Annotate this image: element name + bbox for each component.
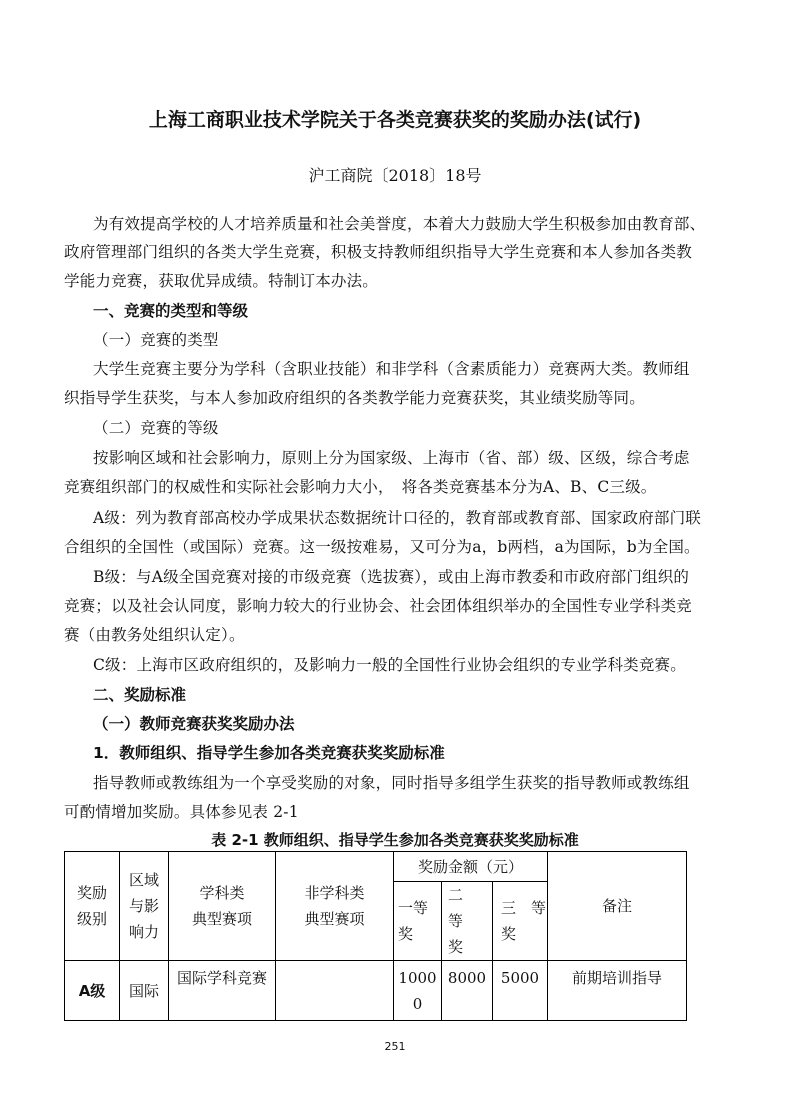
sub1-text-line-1: 大学生竞赛主要分为学科（含职业技能）和非学科（含素质能力）竞赛两大类。教师组 <box>93 360 690 378</box>
sub2-text-line-1: 按影响区域和社会影响力，原则上分为国家级、上海市（省、部）级、区级，综合考虑 <box>93 449 690 467</box>
section-2-heading: 二、奖励标准 <box>93 686 187 704</box>
header-second-prize: 二 等 奖 <box>442 882 493 961</box>
item1-text-line-1: 指导教师或教练组为一个享受奖励的对象，同时指导多组学生获奖的指导教师或教练组 <box>93 774 690 792</box>
header-subject: 学科类 典型赛项 <box>169 852 276 961</box>
document-number: 沪工商院〔2018〕18号 <box>308 166 482 185</box>
level-b-line-1: B级：与A级全国竞赛对接的市级竞赛（选拔赛），或由上海市教委和市政府部门组织的 <box>93 568 690 586</box>
header-first-prize: 一等 奖 <box>394 882 442 961</box>
reward-table <box>64 851 687 1021</box>
section-1-sub2: （二）竞赛的等级 <box>93 419 219 437</box>
header-amount: 奖励金额（元） <box>394 852 548 882</box>
level-a-line-2: 合组织的全国性（或国际）竞赛。这一级按难易，又可分为a，b两档，a为国际，b为全国。 <box>64 538 700 556</box>
intro-line-2: 政府管理部门组织的各类大学生竞赛，积极支持教师组织指导大学生竞赛和本人参加各类教 <box>64 243 693 261</box>
level-b-line-3: 赛（由教务处组织认定）。 <box>64 626 245 644</box>
section-2-sub1: （一）教师竞赛获奖奖励办法 <box>93 715 295 733</box>
cell-first-prize: 1000 0 <box>394 961 442 1021</box>
section-2-item1: 1．教师组织、指导学生参加各类竞赛获奖奖励标准 <box>93 744 445 762</box>
table-caption: 表 2-1 教师组织、指导学生参加各类竞赛获奖奖励标准 <box>211 831 579 849</box>
cell-note: 前期培训指导 <box>548 961 687 1021</box>
section-1-sub1: （一）竞赛的类型 <box>93 331 219 349</box>
cell-third-prize: 5000 <box>493 961 548 1021</box>
page-number: 251 <box>384 1040 406 1053</box>
header-third-prize: 三 等 奖 <box>493 882 548 961</box>
cell-second-prize: 8000 <box>442 961 493 1021</box>
sub1-text-line-2: 织指导学生获奖，与本人参加政府组织的各类教学能力竞赛获奖，其业绩奖励等同。 <box>64 389 645 407</box>
cell-level: A级 <box>65 961 120 1021</box>
intro-line-3: 学能力竞赛，获取优异成绩。特制订本办法。 <box>64 272 379 290</box>
section-1-heading: 一、竞赛的类型和等级 <box>93 302 249 320</box>
document-title: 上海工商职业技术学院关于各类竞赛获奖的奖励办法(试行) <box>148 109 642 131</box>
level-b-line-2: 竞赛；以及社会认同度，影响力较大的行业协会、社会团体组织举办的全国性专业学科类竞 <box>64 597 693 615</box>
header-note: 备注 <box>548 852 687 961</box>
level-c-line-1: C级：上海市区政府组织的，及影响力一般的全国性行业协会组织的专业学科类竞赛。 <box>93 656 686 674</box>
cell-region: 国际 <box>120 961 169 1021</box>
level-a-line-1: A级：列为教育部高校办学成果状态数据统计口径的，教育部或教育部、国家政府部门联 <box>93 509 701 527</box>
sub2-text-line-2: 竞赛组织部门的权威性和实际社会影响力大小， 将各类竞赛基本分为A、B、C三级。 <box>64 478 657 496</box>
header-level: 奖励 级别 <box>65 852 120 961</box>
item1-text-line-2: 可酌情增加奖励。具体参见表 2-1 <box>64 803 299 821</box>
header-region: 区域 与影 响力 <box>120 852 169 961</box>
cell-nonsubject <box>276 961 394 1021</box>
intro-line-1: 为有效提高学校的人才培养质量和社会美誉度，本着大力鼓励大学生积极参加由教育部、 <box>93 215 706 233</box>
header-nonsubject: 非学科类 典型赛项 <box>276 852 394 961</box>
cell-subject: 国际学科竞赛 <box>169 961 276 1021</box>
